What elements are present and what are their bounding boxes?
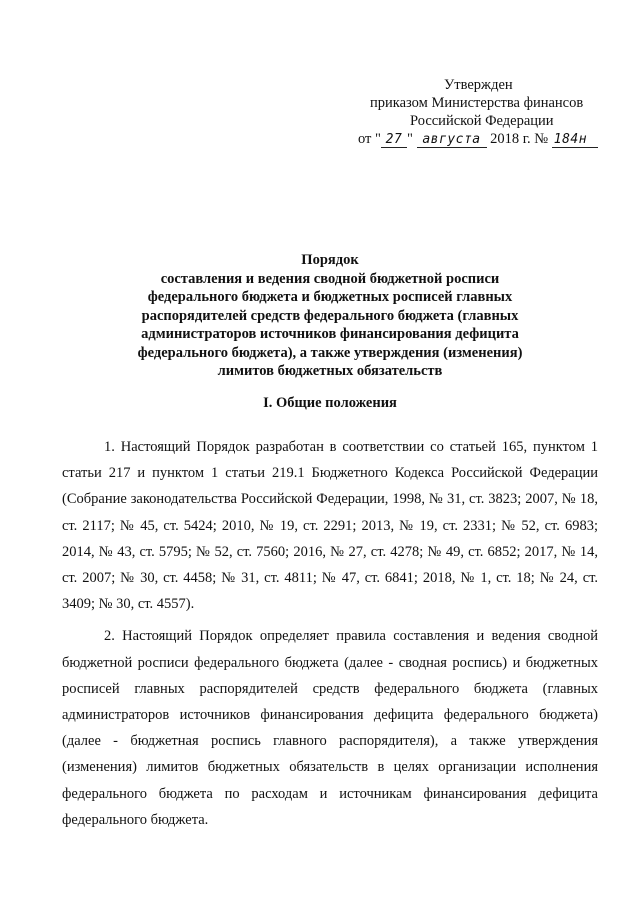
approval-order-line: приказом Министерства финансов <box>370 95 584 111</box>
section-heading: I. Общие положения <box>263 395 397 411</box>
handwritten-month: августа <box>417 133 487 148</box>
title-line: администраторов источников финансирования дефицита <box>141 326 519 342</box>
document-title <box>100 251 560 381</box>
handwritten-day: 27 <box>381 133 407 148</box>
date-prefix: от " <box>358 131 381 147</box>
title-line: составления и ведения сводной бюджетной росписи <box>160 270 500 287</box>
paragraph-1: 1. Настоящий Порядок разработан в соответствии со статьей 165, пунктом 1 статьи 217 и пунктом 1 статьи 219.1 Бюджетного Кодекса Российской Федерации (Собрание законодательства Российской Федерации, 1998, № 31, ст. 3823; 2007, № 18, ст. 2117; № 45, ст. 5424; 2010, № 19, ст. 2291; 2013, № 19, ст. 2331; № 52, ст. 6983; 2014, № 43, ст. 5795; № 52, ст. 7560; 2016, № 27, ст. 4278; № 49, ст. 6852; 2017, № 14, ст. 2007; № 30, ст. 4458; № 31, ст. 4811; № 47, ст. 6841; 2018, № 1, ст. 18; № 24, ст. 3409; № 30, ст. 4557). <box>62 439 598 613</box>
approval-date-line <box>330 130 610 148</box>
paragraph-2: 2. Настоящий Порядок определяет правила составления и ведения сводной бюджетной росписи федерального бюджета (далее - сводная роспись) и бюджетных росписей главных распорядителей средств федерального бюджета (главных администраторов источников финансирования дефицита федерального бюджета) (далее - бюджетная роспись главного распорядителя), а также утверждения (изменения) лимитов бюджетных обязательств в целях организации исполнения федерального бюджета по расходам и источникам финансирования дефицита федерального бюджета. <box>62 628 598 828</box>
approval-country-line: Российской Федерации <box>410 113 554 129</box>
approval-heading: Утвержден <box>444 77 513 93</box>
body-text <box>62 434 598 839</box>
year-and-number-label: 2018 г. № <box>490 131 549 147</box>
title-line: федерального бюджета и бюджетных росписей главных <box>147 289 513 305</box>
title-line: распорядителей средств федерального бюджета (главных <box>141 307 519 324</box>
handwritten-order-number: 184н <box>552 133 598 148</box>
date-quote-close: " <box>406 131 413 147</box>
approval-block <box>330 76 610 148</box>
title-line: лимитов бюджетных обязательств <box>217 363 443 379</box>
title-line: федерального бюджета), а также утверждения (изменения) <box>137 344 523 361</box>
title-line: Порядок <box>301 252 359 268</box>
